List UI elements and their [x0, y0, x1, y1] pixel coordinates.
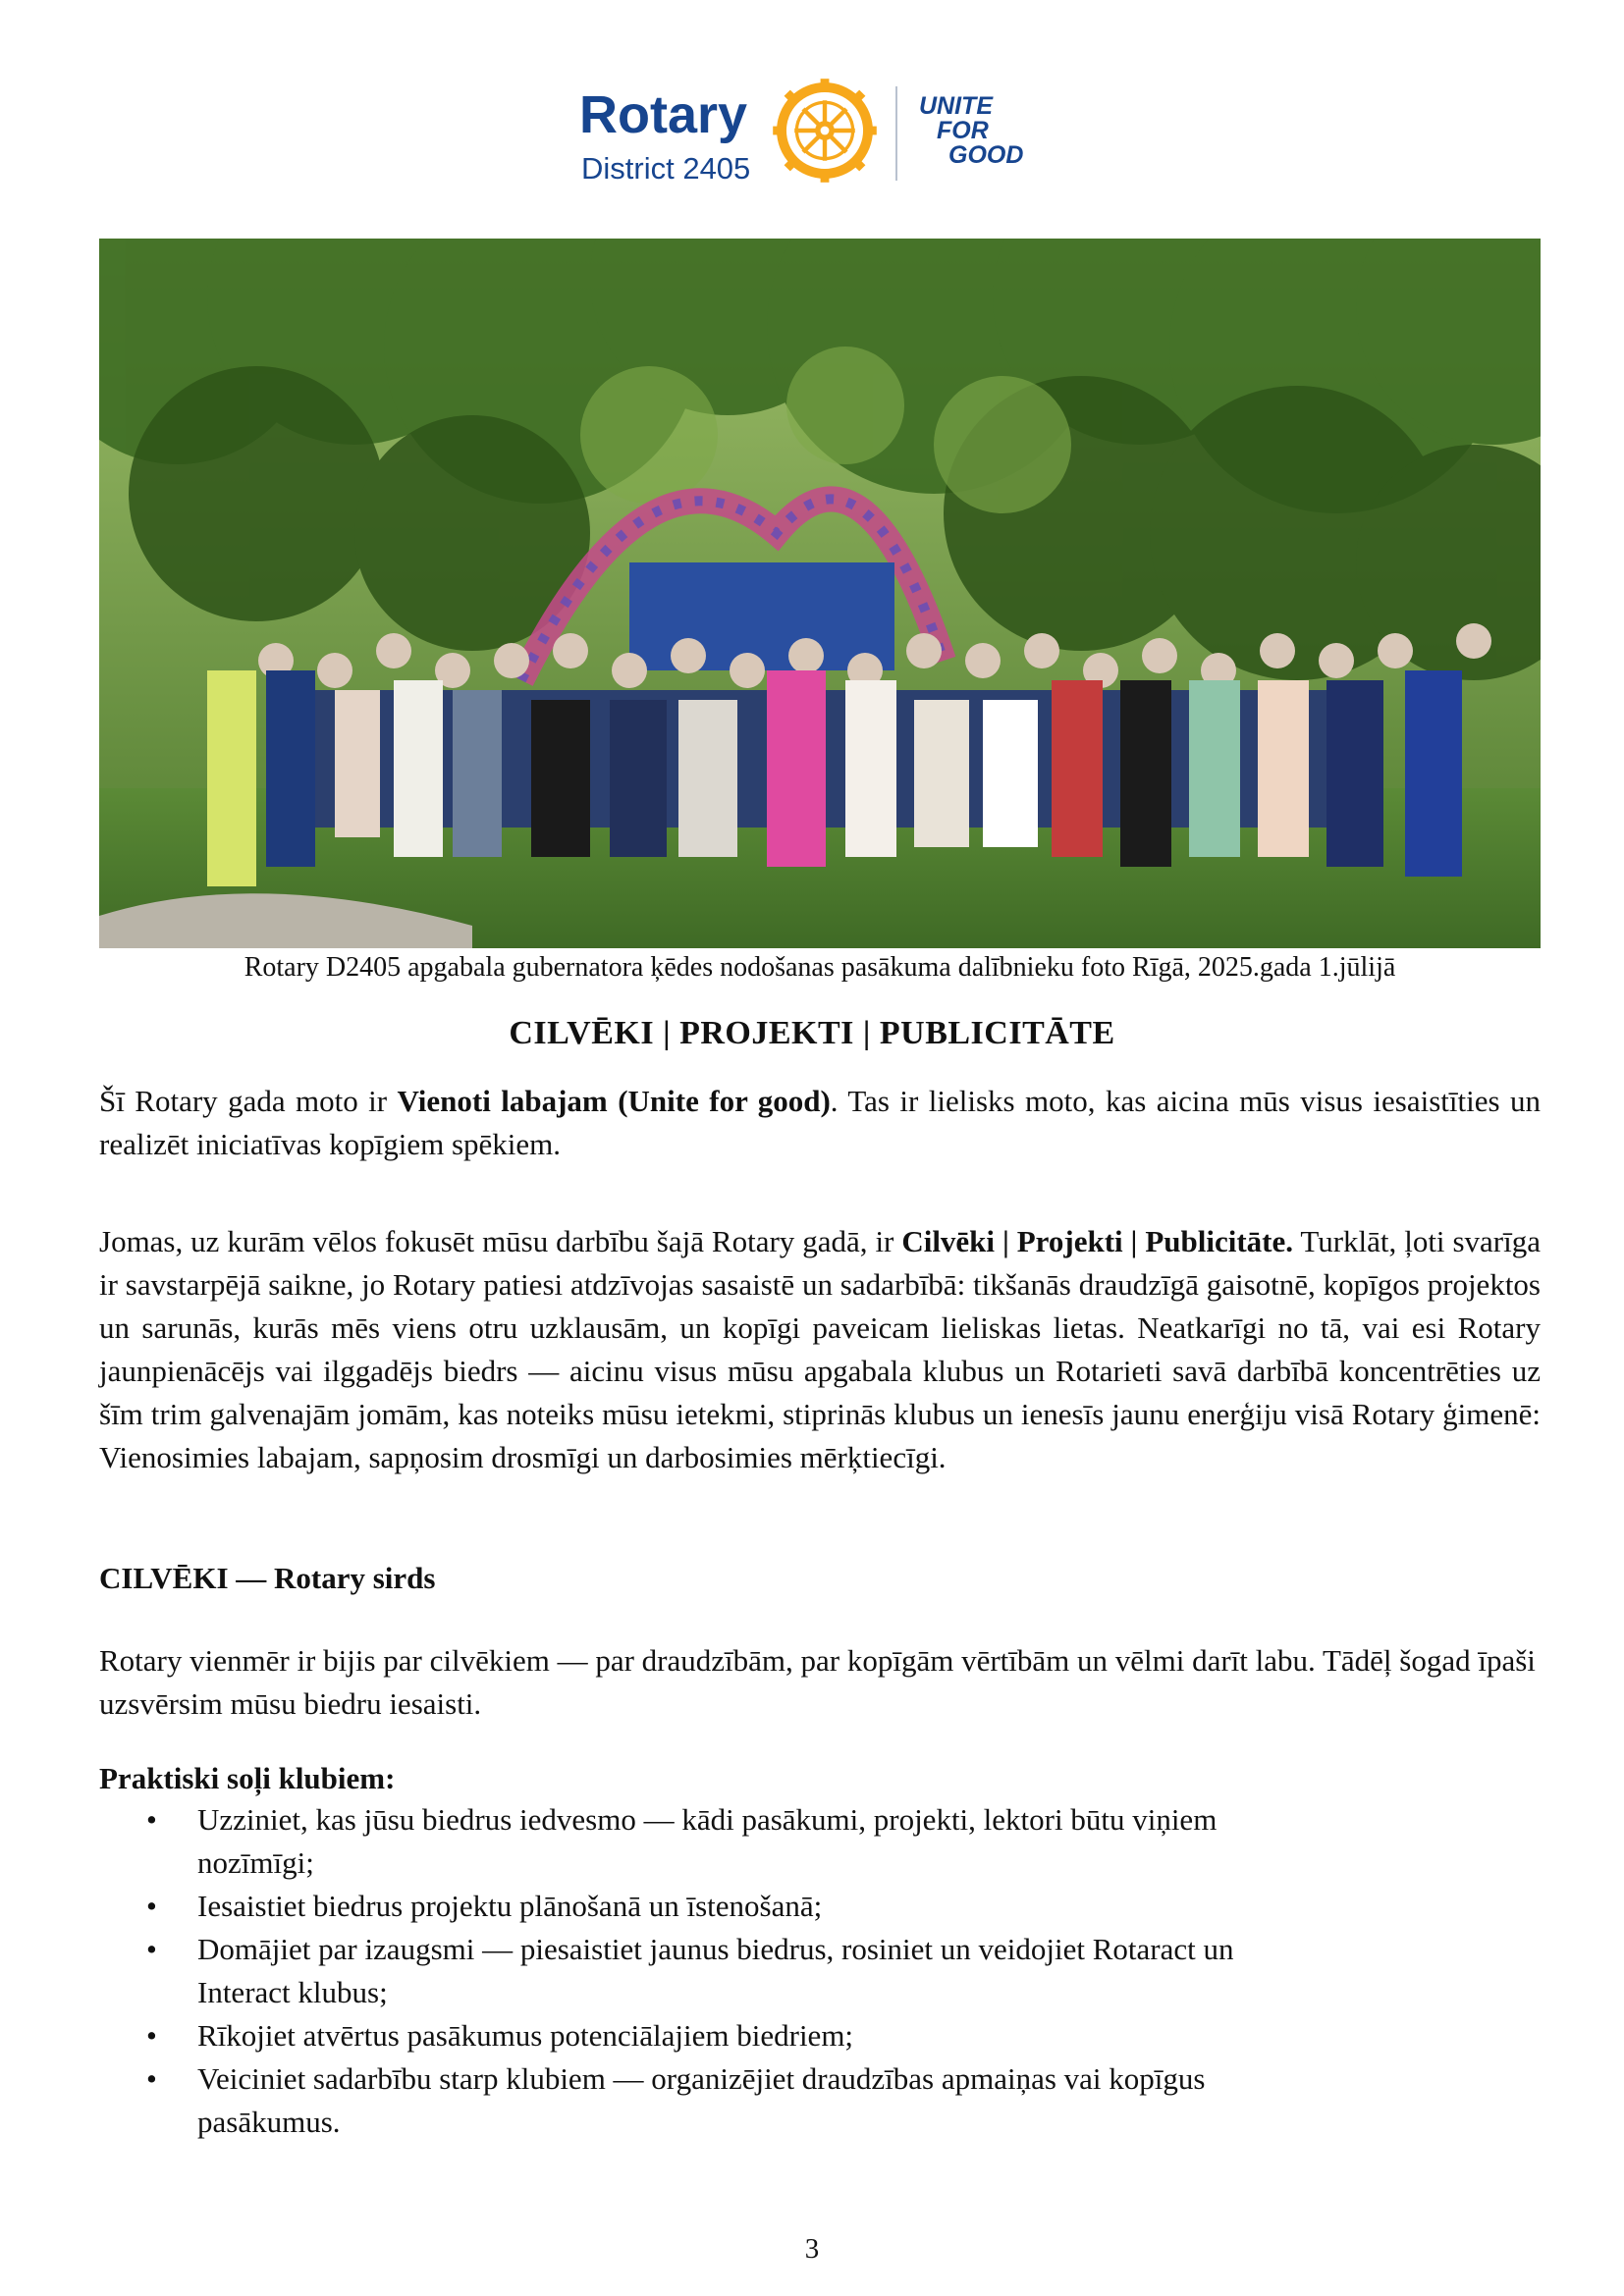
step-line-2: Interact klubus; [197, 1975, 388, 2009]
page-number: 3 [804, 2233, 820, 2265]
focus-text-post: Turklāt, ļoti svarīga ir savstarpējā saikne, jo Rotary patiesi atdzīvojas sasaistē un sadarbībā: tikšanās draudzīgā gaisotnē, kopīgos projektos un sarunās, kurās mēs viens otru uzklausām, un kopīgi paveicam lieliskas lietas. Neatkarīgi no tā, vai esi Rotary jaunpienācējs vai ilggadējs biedrs — aicinu visus mūsu apgabala klubus un Rotarieti savā darbībā koncentrēties uz šīm trim galvenajām jomām, kas noteiks mūsu ietekmi, stiprinās klubus un ienesīs jaunu enerģiju visā Rotary ģimenē: Vienosimies labajam, sapņosim drosmīgi un darbosimies mērķtiecīgi. [99, 1224, 1542, 1474]
focus-text-pre: Jomas, uz kurām vēlos fokusēt mūsu darbību šajā Rotary gadā, ir [99, 1224, 902, 1258]
bullet-icon: • [146, 2018, 157, 2053]
slogan-line-3: GOOD [948, 141, 1024, 169]
unite-for-good-slogan [919, 94, 1023, 168]
bullet-icon: • [146, 1802, 157, 1837]
list-item [99, 1928, 1474, 2014]
group-photo-illustration [99, 239, 1541, 948]
step-line-1: Domājiet par izaugsmi — piesaistiet jaunus biedrus, rosiniet un veidojiet Rotaract un [197, 1932, 1234, 1966]
bullet-icon: • [146, 1932, 157, 1966]
logo-divider [895, 86, 897, 181]
step-line-1: Iesaistiet biedrus projektu plānošanā un īstenošanā; [197, 1889, 823, 1923]
focus-paragraph [99, 1220, 1541, 1479]
step-line-2: pasākumus. [197, 2105, 341, 2139]
logo-district: District 2405 [581, 151, 751, 186]
list-item [99, 2014, 1474, 2057]
step-line-1: Uzziniet, kas jūsu biedrus iedvesmo — kādi pasākumi, projekti, lektori būtu viņiem [197, 1802, 1218, 1837]
slogan-line-2: FOR [937, 117, 989, 144]
step-line-2: nozīmīgi; [197, 1845, 314, 1880]
steps-list [99, 1798, 1474, 2144]
photo-caption: Rotary D2405 apgabala gubernatora ķēdes nodošanas pasākuma dalībnieku foto Rīgā, 2025.gada 1.jūlijā [244, 952, 1396, 983]
list-item [99, 1798, 1474, 1885]
bullet-icon: • [146, 2061, 157, 2096]
step-line-1: Rīkojiet atvērtus pasākumus potenciālajiem biedriem; [197, 2018, 854, 2053]
intro-paragraph [99, 1080, 1541, 1166]
people-paragraph: Rotary vienmēr ir bijis par cilvēkiem — par draudzībām, par kopīgām vērtībām un vēlmi darīt labu. Tādēļ šogad īpaši uzsvērsim mūsu biedru iesaisti. [99, 1643, 1536, 1721]
intro-text-pre: Šī Rotary gada moto ir [99, 1084, 398, 1118]
group-photo [99, 239, 1541, 948]
list-item [99, 1885, 1474, 1928]
section-heading: CILVĒKI — Rotary sirds [99, 1561, 436, 1595]
logo-wordmark: Rotary [579, 85, 748, 144]
steps-heading: Praktiski soļi klubiem: [99, 1761, 396, 1795]
slogan-line-1: UNITE [919, 92, 993, 120]
intro-text-post: . Tas ir lielisks moto, kas aicina mūs visus iesaistīties un realizēt iniciatīvas kopīgiem spēkiem. [99, 1084, 1541, 1161]
list-item [99, 2057, 1474, 2144]
intro-motto: Vienoti labajam (Unite for good) [397, 1084, 831, 1118]
rotary-district-logo [579, 77, 1051, 194]
step-line-1: Veiciniet sadarbību starp klubiem — organizējiet draudzības apmaiņas vai kopīgus [197, 2061, 1206, 2096]
focus-areas: Cilvēki | Projekti | Publicitāte. [901, 1224, 1293, 1258]
rotary-wheel-icon [771, 77, 879, 185]
bullet-icon: • [146, 1889, 157, 1923]
page-title: CILVĒKI | PROJEKTI | PUBLICITĀTE [509, 1015, 1115, 1051]
